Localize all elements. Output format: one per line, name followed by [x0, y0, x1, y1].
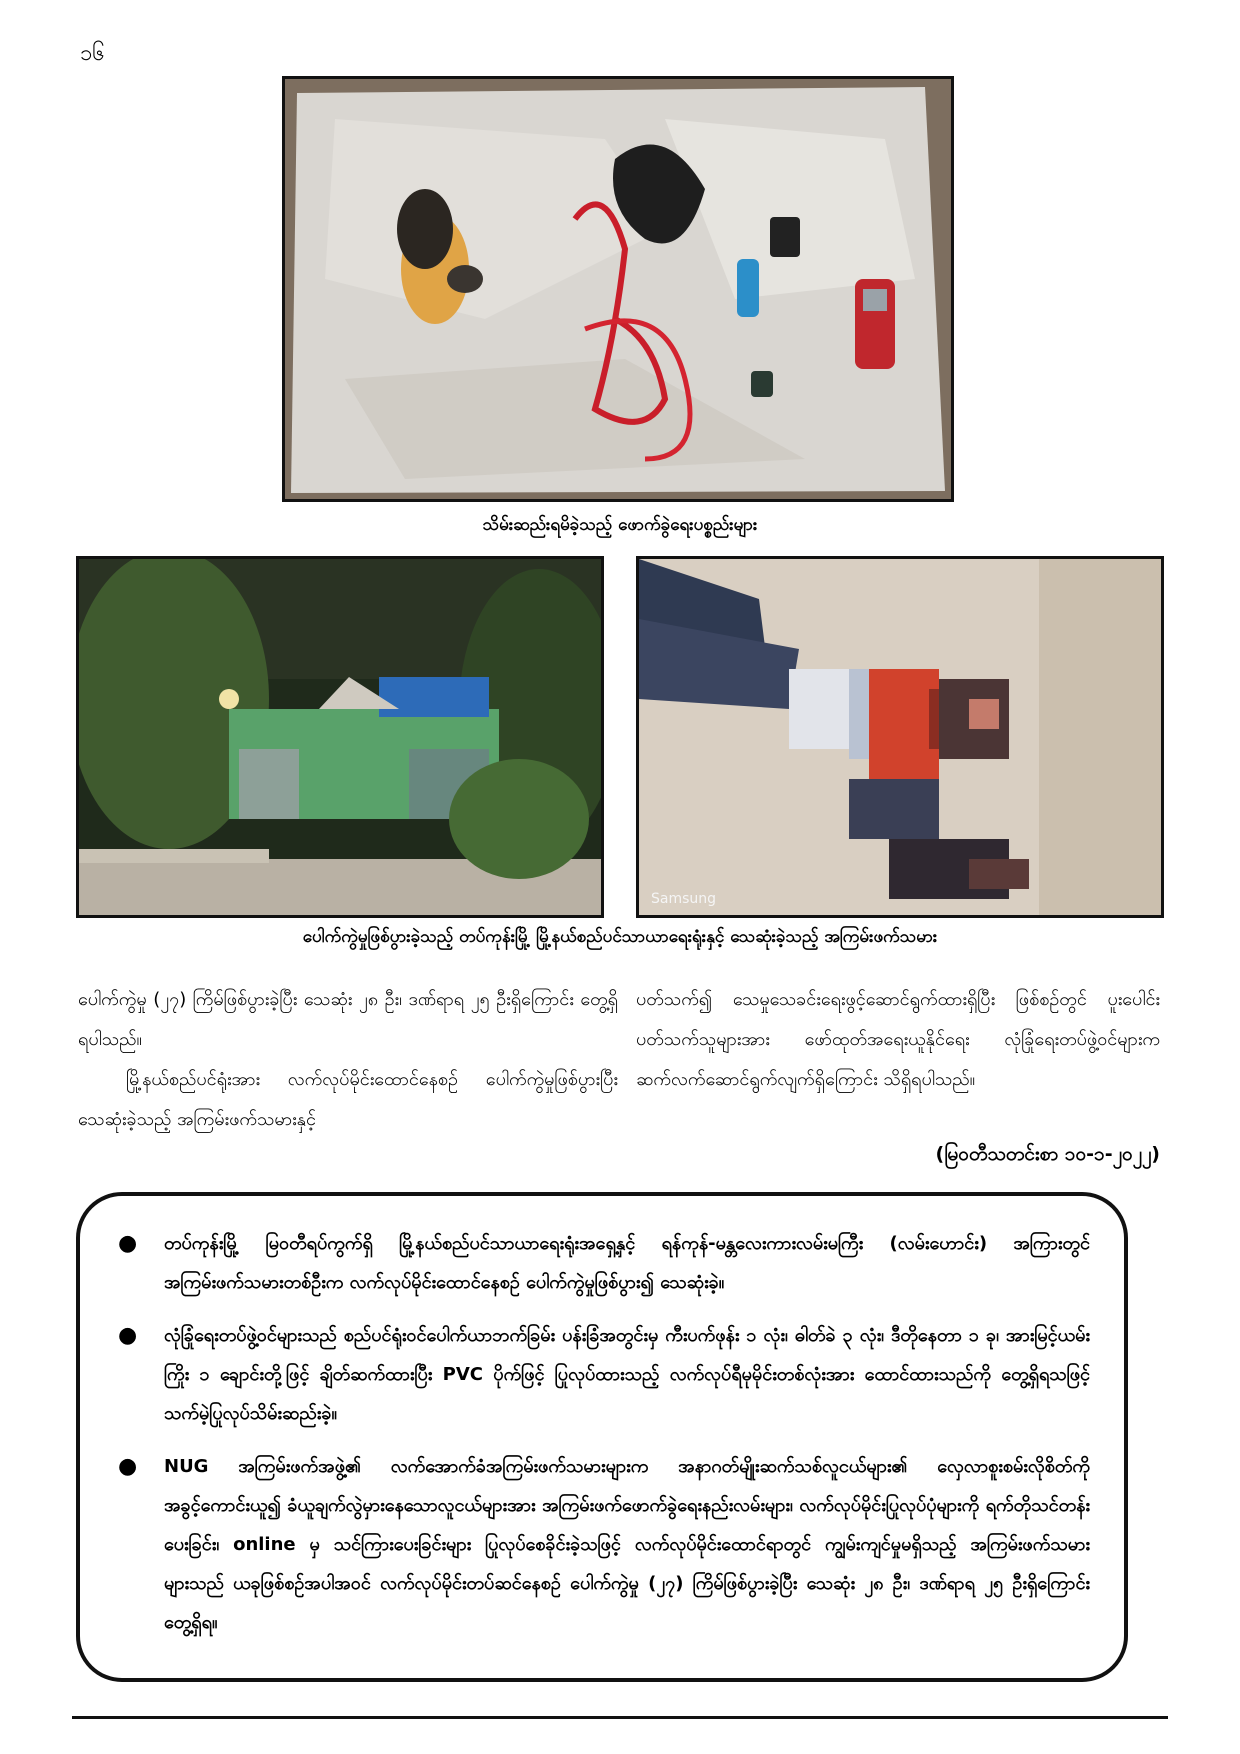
summary-text: တပ်ကုန်းမြို့ မြဝတီရပ်ကွက်ရှိ မြို့နယ်စည်ပင်သာယာရေးရုံးအရှေ့နှင့် ရန်ကုန်-မန္တလေးကားလမ်းမကြီး (လမ်းဟောင်း) အကြားတွင် အကြမ်းဖက်သမားတစ်ဦးက လက်လုပ်မိုင်းထောင်နေစဉ် ပေါက်ကွဲမှုဖြစ်ပွား၍ သေဆုံးခဲ့။ — [164, 1233, 1090, 1293]
summary-text: NUG အကြမ်းဖက်အဖွဲ့၏ လက်အောက်ခံအကြမ်းဖက်သမားများက အနာဂတ်မျိုးဆက်သစ်လူငယ်များ၏ လှေလာစူးစမ်းလိုစိတ်ကို အခွင့်ကောင်းယူ၍ ခံယူချက်လွဲမှားနေသောလူငယ်များအား အကြမ်းဖက်ဖောက်ခွဲရေးနည်းလမ်းများ၊ လက်လုပ်မိုင်းပြုလုပ်ပုံများကို ရက်တိုသင်တန်းပေးခြင်း၊ online မှ သင်ကြားပေးခြင်းများ ပြုလုပ်စေခိုင်းခဲ့သဖြင့် လက်လုပ်မိုင်းထောင်ရာတွင် ကျွမ်းကျင်မှုမရှိသည့် အကြမ်းဖက်သမားများသည် ယခုဖြစ်စဉ်အပါအဝင် လက်လုပ်မိုင်းတပ်ဆင်နေစဉ် ပေါက်ကွဲမှု (၂၇) ကြိမ်ဖြစ်ပွားခဲ့ပြီး သေဆုံး ၂၈ ဦး၊ ဒဏ်ရာရ ၂၅ ဦးရှိကြောင်း တွေ့ရှိရ။ — [164, 1456, 1090, 1633]
article-left-column — [78, 980, 618, 1140]
page-divider — [72, 1716, 1168, 1719]
summary-item — [118, 1447, 1090, 1642]
summary-item — [118, 1316, 1090, 1433]
photo-deceased-blurred — [636, 556, 1164, 918]
caption-incident-photos: ပေါက်ကွဲမှုဖြစ်ပွားခဲ့သည့် တပ်ကုန်းမြို့ မြို့နယ်စည်ပင်သာယာရေးရုံးနှင့် သေဆုံးခဲ့သည့် အကြမ်းဖက်သမား — [302, 927, 938, 947]
bullet-icon: ● — [118, 1231, 138, 1256]
summary-box — [76, 1192, 1128, 1682]
summary-list — [80, 1196, 1124, 1642]
article-paragraph: မြို့နယ်စည်ပင်ရုံးအား လက်လုပ်မိုင်းထောင်နေစဉ် ပေါက်ကွဲမှုဖြစ်ပွားပြီး သေဆုံးခဲ့သည့် အကြမ်းဖက်သမားနှင့် — [78, 1069, 618, 1130]
article-source: (မြဝတီသတင်းစာ ၁၀-၁-၂၀၂၂) — [935, 1143, 1160, 1165]
summary-text: လုံခြုံရေးတပ်ဖွဲ့ဝင်များသည် စည်ပင်ရုံးဝင်ပေါက်ယာဘက်ခြမ်း ပန်းခြံအတွင်းမှ ကီးပက်ဖုန်း ၁ လုံး၊ ဓါတ်ခဲ ၃ လုံး၊ ဒီတိုနေတာ ၁ ခု၊ အားမြင့်ယမ်းကြိုး ၁ ချောင်းတို့ဖြင့် ချိတ်ဆက်ထားပြီး PVC ပိုက်ဖြင့် ပြုလုပ်ထားသည့် လက်လုပ်ရီမုမိုင်းတစ်လုံးအား ထောင်ထားသည်ကို တွေ့ရှိရသဖြင့် သက်မဲ့ပြုလုပ်သိမ်းဆည်းခဲ့။ — [164, 1325, 1090, 1424]
photo-seized-materials — [282, 76, 954, 502]
page-number: ၁၆ — [80, 41, 105, 66]
camera-watermark: Samsung — [651, 891, 717, 907]
bullet-icon: ● — [118, 1454, 138, 1479]
article-paragraph: ပတ်သက်၍ သေမှုသေခင်းရေးဖွင့်ဆောင်ရွက်ထားရှိပြီး ဖြစ်စဉ်တွင် ပူးပေါင်းပတ်သက်သူများအား ဖော်ထုတ်အရေးယူနိုင်ရေး လုံခြုံရေးတပ်ဖွဲ့ဝင်များက ဆက်လက်ဆောင်ရွက်လျက်ရှိကြောင်း သိရှိရပါသည်။ — [636, 989, 1160, 1090]
article-right-column — [636, 980, 1160, 1100]
photo-municipal-office — [76, 556, 604, 918]
caption-seized-materials: သိမ်းဆည်းရမိခဲ့သည့် ဖောက်ခွဲရေးပစ္စည်းများ — [482, 515, 758, 535]
summary-item — [118, 1224, 1090, 1302]
bullet-icon: ● — [118, 1323, 138, 1348]
article-paragraph: ပေါက်ကွဲမှု (၂၇) ကြိမ်ဖြစ်ပွားခဲ့ပြီး သေဆုံး ၂၈ ဦး၊ ဒဏ်ရာရ ၂၅ ဦးရှိကြောင်း တွေ့ရှိရပါသည်။ — [78, 989, 618, 1050]
